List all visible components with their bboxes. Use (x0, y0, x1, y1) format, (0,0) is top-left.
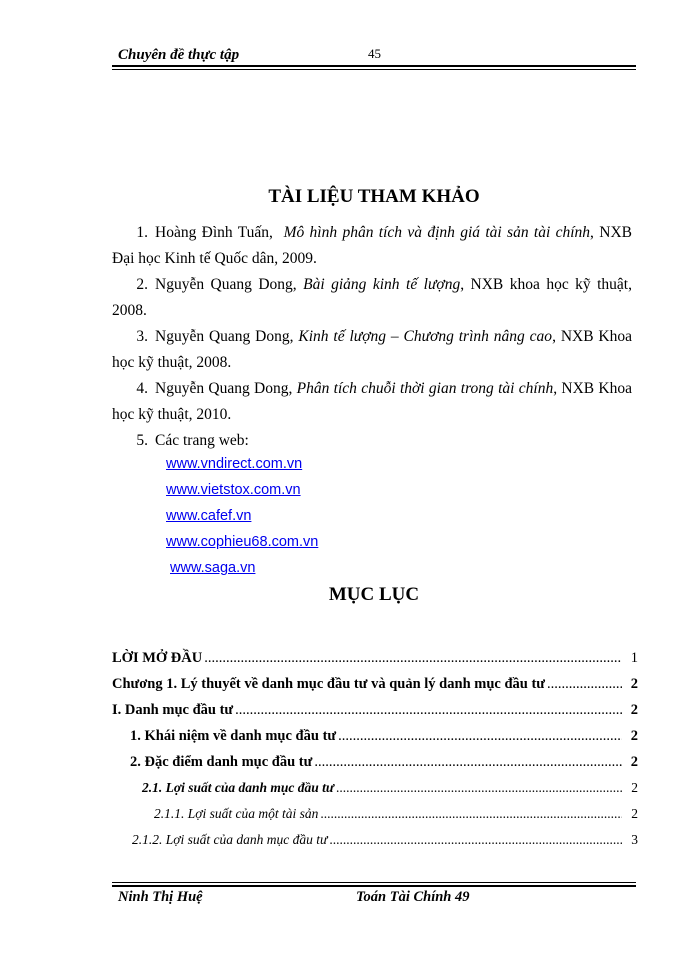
toc-entry[interactable]: 2.1.1. Lợi suất của một tài sản ..... 2 (154, 806, 638, 822)
references-heading: TÀI LIỆU THAM KHẢO (268, 186, 480, 207)
footer-author: Ninh Thị Huệ (118, 889, 203, 905)
page-number: 45 (368, 46, 381, 61)
link-saga[interactable]: www.saga.vn (170, 560, 256, 576)
reference-item: 4. Nguyễn Quang Dong, Phân tích chuỗi thời gian trong tài chính, NXB Khoa học kỹ thuật, 2010. (112, 380, 633, 423)
reference-item: 2. Nguyễn Quang Dong, Bài giảng kinh tế lượng, NXB khoa học kỹ thuật, 2008. (112, 276, 632, 319)
toc-entry[interactable]: I. Danh mục đầu tư ..... 2 (112, 702, 638, 719)
running-header-title: Chuyên đề thực tập (118, 47, 240, 63)
footer-rule-thin (112, 882, 636, 883)
toc-entry[interactable]: 2.1. Lợi suất của danh mục đầu tư ..... 2 (142, 780, 638, 796)
header-rule (112, 65, 636, 67)
header-rule-thin (112, 69, 636, 70)
toc-entry[interactable]: 1. Khái niệm về danh mục đầu tư ..... 2 (130, 728, 638, 745)
toc-heading: MỤC LỤC (328, 584, 420, 605)
toc-entry[interactable]: 2.1.2. Lợi suất của danh mục đầu tư ..... 3 (132, 832, 638, 848)
reference-item: 3. Nguyễn Quang Dong, Kinh tế lượng – Chương trình nâng cao, NXB Khoa học kỹ thuật, 2008. (112, 328, 633, 371)
reference-item: 1. Hoàng Đình Tuấn, Mô hình phân tích và định giá tài sản tài chính, NXB Đại học Kinh tế Quốc dân, 2009. (112, 224, 632, 267)
footer-class: Toán Tài Chính 49 (356, 889, 470, 905)
link-cafef[interactable]: www.cafef.vn (166, 508, 252, 524)
footer-rule (112, 885, 636, 887)
reference-item: 5. Các trang web: (136, 432, 249, 449)
toc-entry[interactable]: 2. Đặc điểm danh mục đầu tư ..... 2 (130, 754, 638, 771)
table-of-contents (112, 650, 638, 850)
toc-entry[interactable]: Chương 1. Lý thuyết về danh mục đầu tư và quản lý danh mục đầu tư ..... 2 (112, 676, 638, 693)
toc-entry[interactable]: LỜI MỞ ĐẦU ..... 1 (112, 650, 638, 667)
link-vndirect[interactable]: www.vndirect.com.vn (166, 456, 303, 472)
link-cophieu68[interactable]: www.cophieu68.com.vn (166, 534, 319, 550)
link-vietstox[interactable]: www.vietstox.com.vn (166, 482, 301, 498)
references-list (112, 220, 632, 454)
